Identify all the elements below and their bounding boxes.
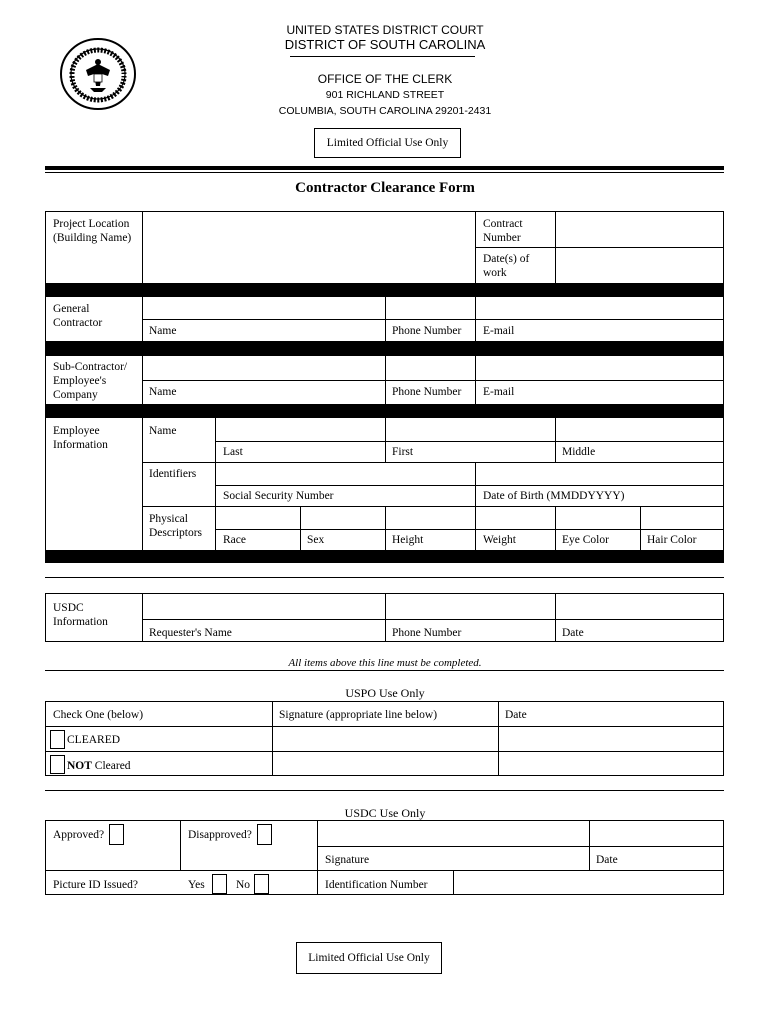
- classification-box-bottom: Limited Official Use Only: [296, 942, 442, 974]
- general-contractor-label: General Contractor: [53, 303, 103, 329]
- sex-field[interactable]: [301, 507, 385, 529]
- requester-date-field[interactable]: [556, 594, 723, 619]
- race-field[interactable]: [216, 507, 300, 529]
- court-name: UNITED STATES DISTRICT COURT: [286, 23, 484, 37]
- requester-phone-label: Phone Number: [392, 627, 462, 639]
- sub-email-field[interactable]: [476, 357, 723, 380]
- contract-number-label: Contract Number: [483, 218, 523, 244]
- subcontractor-label: Sub-Contractor/ Employee's Company: [53, 361, 128, 401]
- completion-note: All items above this line must be completed.: [288, 657, 482, 669]
- ssn-label: Social Security Number: [223, 490, 334, 502]
- gc-phone-label: Phone Number: [392, 325, 462, 337]
- project-location-label: Project Location (Building Name): [53, 218, 132, 244]
- height-field[interactable]: [386, 507, 475, 529]
- middle-name-label: Middle: [562, 446, 596, 458]
- identifiers-label: Identifiers: [149, 468, 197, 480]
- hair-color-field[interactable]: [641, 507, 723, 529]
- uspo-signature-label: Signature (appropriate line below): [279, 709, 438, 721]
- gc-email-field[interactable]: [476, 298, 723, 319]
- last-name-label: Last: [223, 446, 243, 458]
- race-label: Race: [223, 534, 246, 546]
- employee-info-label: Employee Information: [53, 425, 108, 451]
- usdc-date-field[interactable]: [590, 821, 723, 846]
- ssn-field[interactable]: [216, 463, 475, 485]
- not-cleared-checkbox[interactable]: [50, 755, 65, 774]
- approved-checkbox[interactable]: [109, 824, 124, 845]
- cleared-checkbox[interactable]: [50, 730, 65, 749]
- dob-field[interactable]: [476, 463, 723, 485]
- picture-id-label: Picture ID Issued?: [53, 879, 138, 891]
- gc-phone-field[interactable]: [386, 298, 475, 319]
- gc-email-label: E-mail: [483, 325, 515, 337]
- cleared-date-field[interactable]: [499, 727, 723, 751]
- weight-field[interactable]: [476, 507, 555, 529]
- office-name: OFFICE OF THE CLERK: [317, 72, 453, 86]
- sub-phone-field[interactable]: [386, 357, 475, 380]
- employee-name-label: Name: [149, 425, 177, 437]
- first-name-label: First: [392, 446, 414, 458]
- sub-email-label: E-mail: [483, 386, 515, 398]
- no-label: No: [236, 879, 251, 891]
- first-name-field[interactable]: [386, 419, 555, 441]
- approved-label: Approved?: [53, 829, 105, 841]
- project-location-field[interactable]: [143, 212, 475, 283]
- city-address: COLUMBIA, SOUTH CAROLINA 29201-2431: [278, 105, 492, 117]
- uspo-date-label: Date: [505, 709, 527, 721]
- sex-label: Sex: [307, 534, 325, 546]
- physical-descriptors-label: Physical Descriptors: [149, 513, 203, 539]
- street-address: 901 RICHLAND STREET: [325, 89, 445, 101]
- cleared-signature-field[interactable]: [273, 727, 498, 751]
- not-cleared-signature-field[interactable]: [273, 752, 498, 775]
- height-label: Height: [392, 534, 424, 546]
- gc-name-field[interactable]: [143, 298, 385, 319]
- hair-color-label: Hair Color: [647, 534, 697, 546]
- eye-color-field[interactable]: [556, 507, 640, 529]
- uspo-title: USPO Use Only: [345, 686, 425, 700]
- disapproved-checkbox[interactable]: [257, 824, 272, 845]
- requester-phone-field[interactable]: [386, 594, 555, 619]
- usdc-use-title: USDC Use Only: [344, 806, 426, 820]
- requester-name-field[interactable]: [143, 594, 385, 619]
- sub-name-field[interactable]: [143, 357, 385, 380]
- eye-color-label: Eye Color: [562, 534, 609, 546]
- check-one-label: Check One (below): [53, 709, 144, 721]
- classification-box-top: Limited Official Use Only: [314, 128, 461, 158]
- identification-number-field[interactable]: [454, 871, 723, 894]
- sub-phone-label: Phone Number: [392, 386, 462, 398]
- requester-name-label: Requester's Name: [149, 627, 232, 639]
- contract-number-field[interactable]: [556, 212, 723, 247]
- dates-of-work-field[interactable]: [556, 248, 723, 283]
- requester-date-label: Date: [562, 627, 584, 639]
- dob-label: Date of Birth (MMDDYYYY): [483, 490, 625, 502]
- last-name-field[interactable]: [216, 419, 385, 441]
- sub-name-label: Name: [149, 386, 177, 398]
- middle-name-field[interactable]: [556, 419, 723, 441]
- usdc-signature-field[interactable]: [318, 821, 589, 846]
- disapproved-label: Disapproved?: [188, 829, 252, 841]
- yes-label: Yes: [188, 879, 205, 891]
- usdc-info-label: USDC Information: [53, 602, 108, 628]
- gc-name-label: Name: [149, 325, 177, 337]
- weight-label: Weight: [483, 534, 516, 546]
- district-name: DISTRICT OF SOUTH CAROLINA: [284, 37, 486, 52]
- usdc-date-label: Date: [596, 854, 618, 866]
- not-cleared-label: NOT Cleared: [67, 760, 131, 772]
- identification-number-label: Identification Number: [325, 879, 428, 891]
- picture-id-no-checkbox[interactable]: [254, 874, 269, 894]
- picture-id-yes-checkbox[interactable]: [212, 874, 227, 894]
- cleared-label: CLEARED: [67, 734, 121, 746]
- usdc-signature-label: Signature: [325, 854, 370, 866]
- not-cleared-date-field[interactable]: [499, 752, 723, 775]
- dates-of-work-label: Date(s) of work: [483, 253, 530, 279]
- form-title: Contractor Clearance Form: [295, 180, 475, 196]
